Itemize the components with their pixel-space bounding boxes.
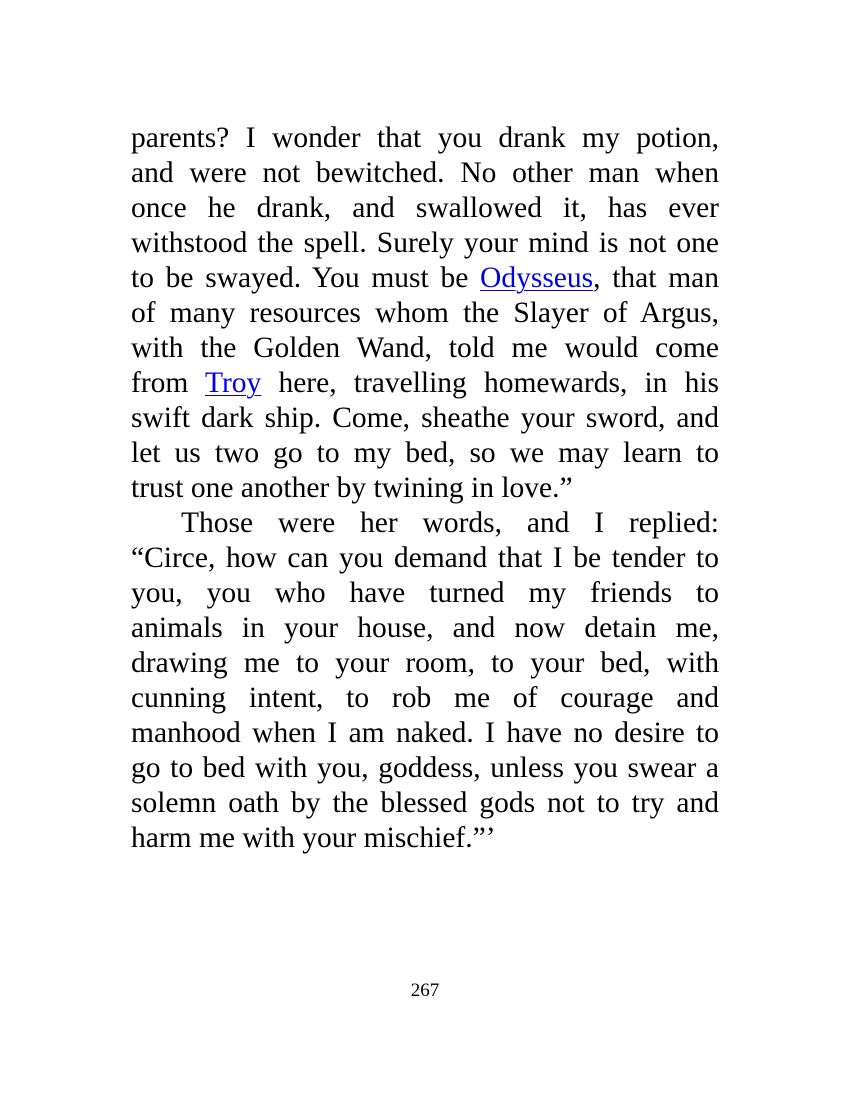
body-text [131,121,719,856]
troy-link[interactable]: Troy [204,367,262,399]
text-line: once he drank, and swallowed it, has ever [131,192,719,224]
paragraph-end-line: trust one another by twining in love.” [131,472,573,504]
text-segment: , that man [593,262,719,294]
text-line: with the Golden Wand, told me would come [131,332,719,364]
text-line: you, you who have turned my friends to [131,577,719,609]
text-line: drawing me to your room, to your bed, with [131,647,719,679]
text-line: withstood the spell. Surely your mind is not one [131,227,719,259]
text-line: solemn oath by the blessed gods not to try and [131,787,719,819]
odysseus-link[interactable]: Odysseus [480,262,594,294]
text-segment: to be swayed. You must be [131,262,481,294]
text-line: of many resources whom the Slayer of Argus, [131,297,719,329]
text-segment: here, travelling homewards, in his [261,367,720,399]
text-line: cunning intent, to rob me of courage and [131,682,719,714]
text-line [131,261,719,296]
paragraph-end-line: harm me with your mischief.”’ [131,822,496,854]
text-line: animals in your house, and now detain me, [131,612,719,644]
text-line: let us two go to my bed, so we may learn to [131,437,719,469]
text-line: go to bed with you, goddess, unless you swear a [131,752,719,784]
text-line: and were not bewitched. No other man when [131,157,719,189]
text-line: parents? I wonder that you drank my potion, [131,122,719,154]
text-line: “Circe, how can you demand that I be tender to [131,542,719,574]
text-line [131,366,719,401]
page-number: 267 [410,980,440,1001]
paragraph-start-line: Those were her words, and I replied: [181,507,719,539]
text-line: swift dark ship. Come, sheathe your sword, and [131,402,719,434]
text-line: manhood when I am naked. I have no desire to [131,717,719,749]
text-segment: from [131,367,205,399]
